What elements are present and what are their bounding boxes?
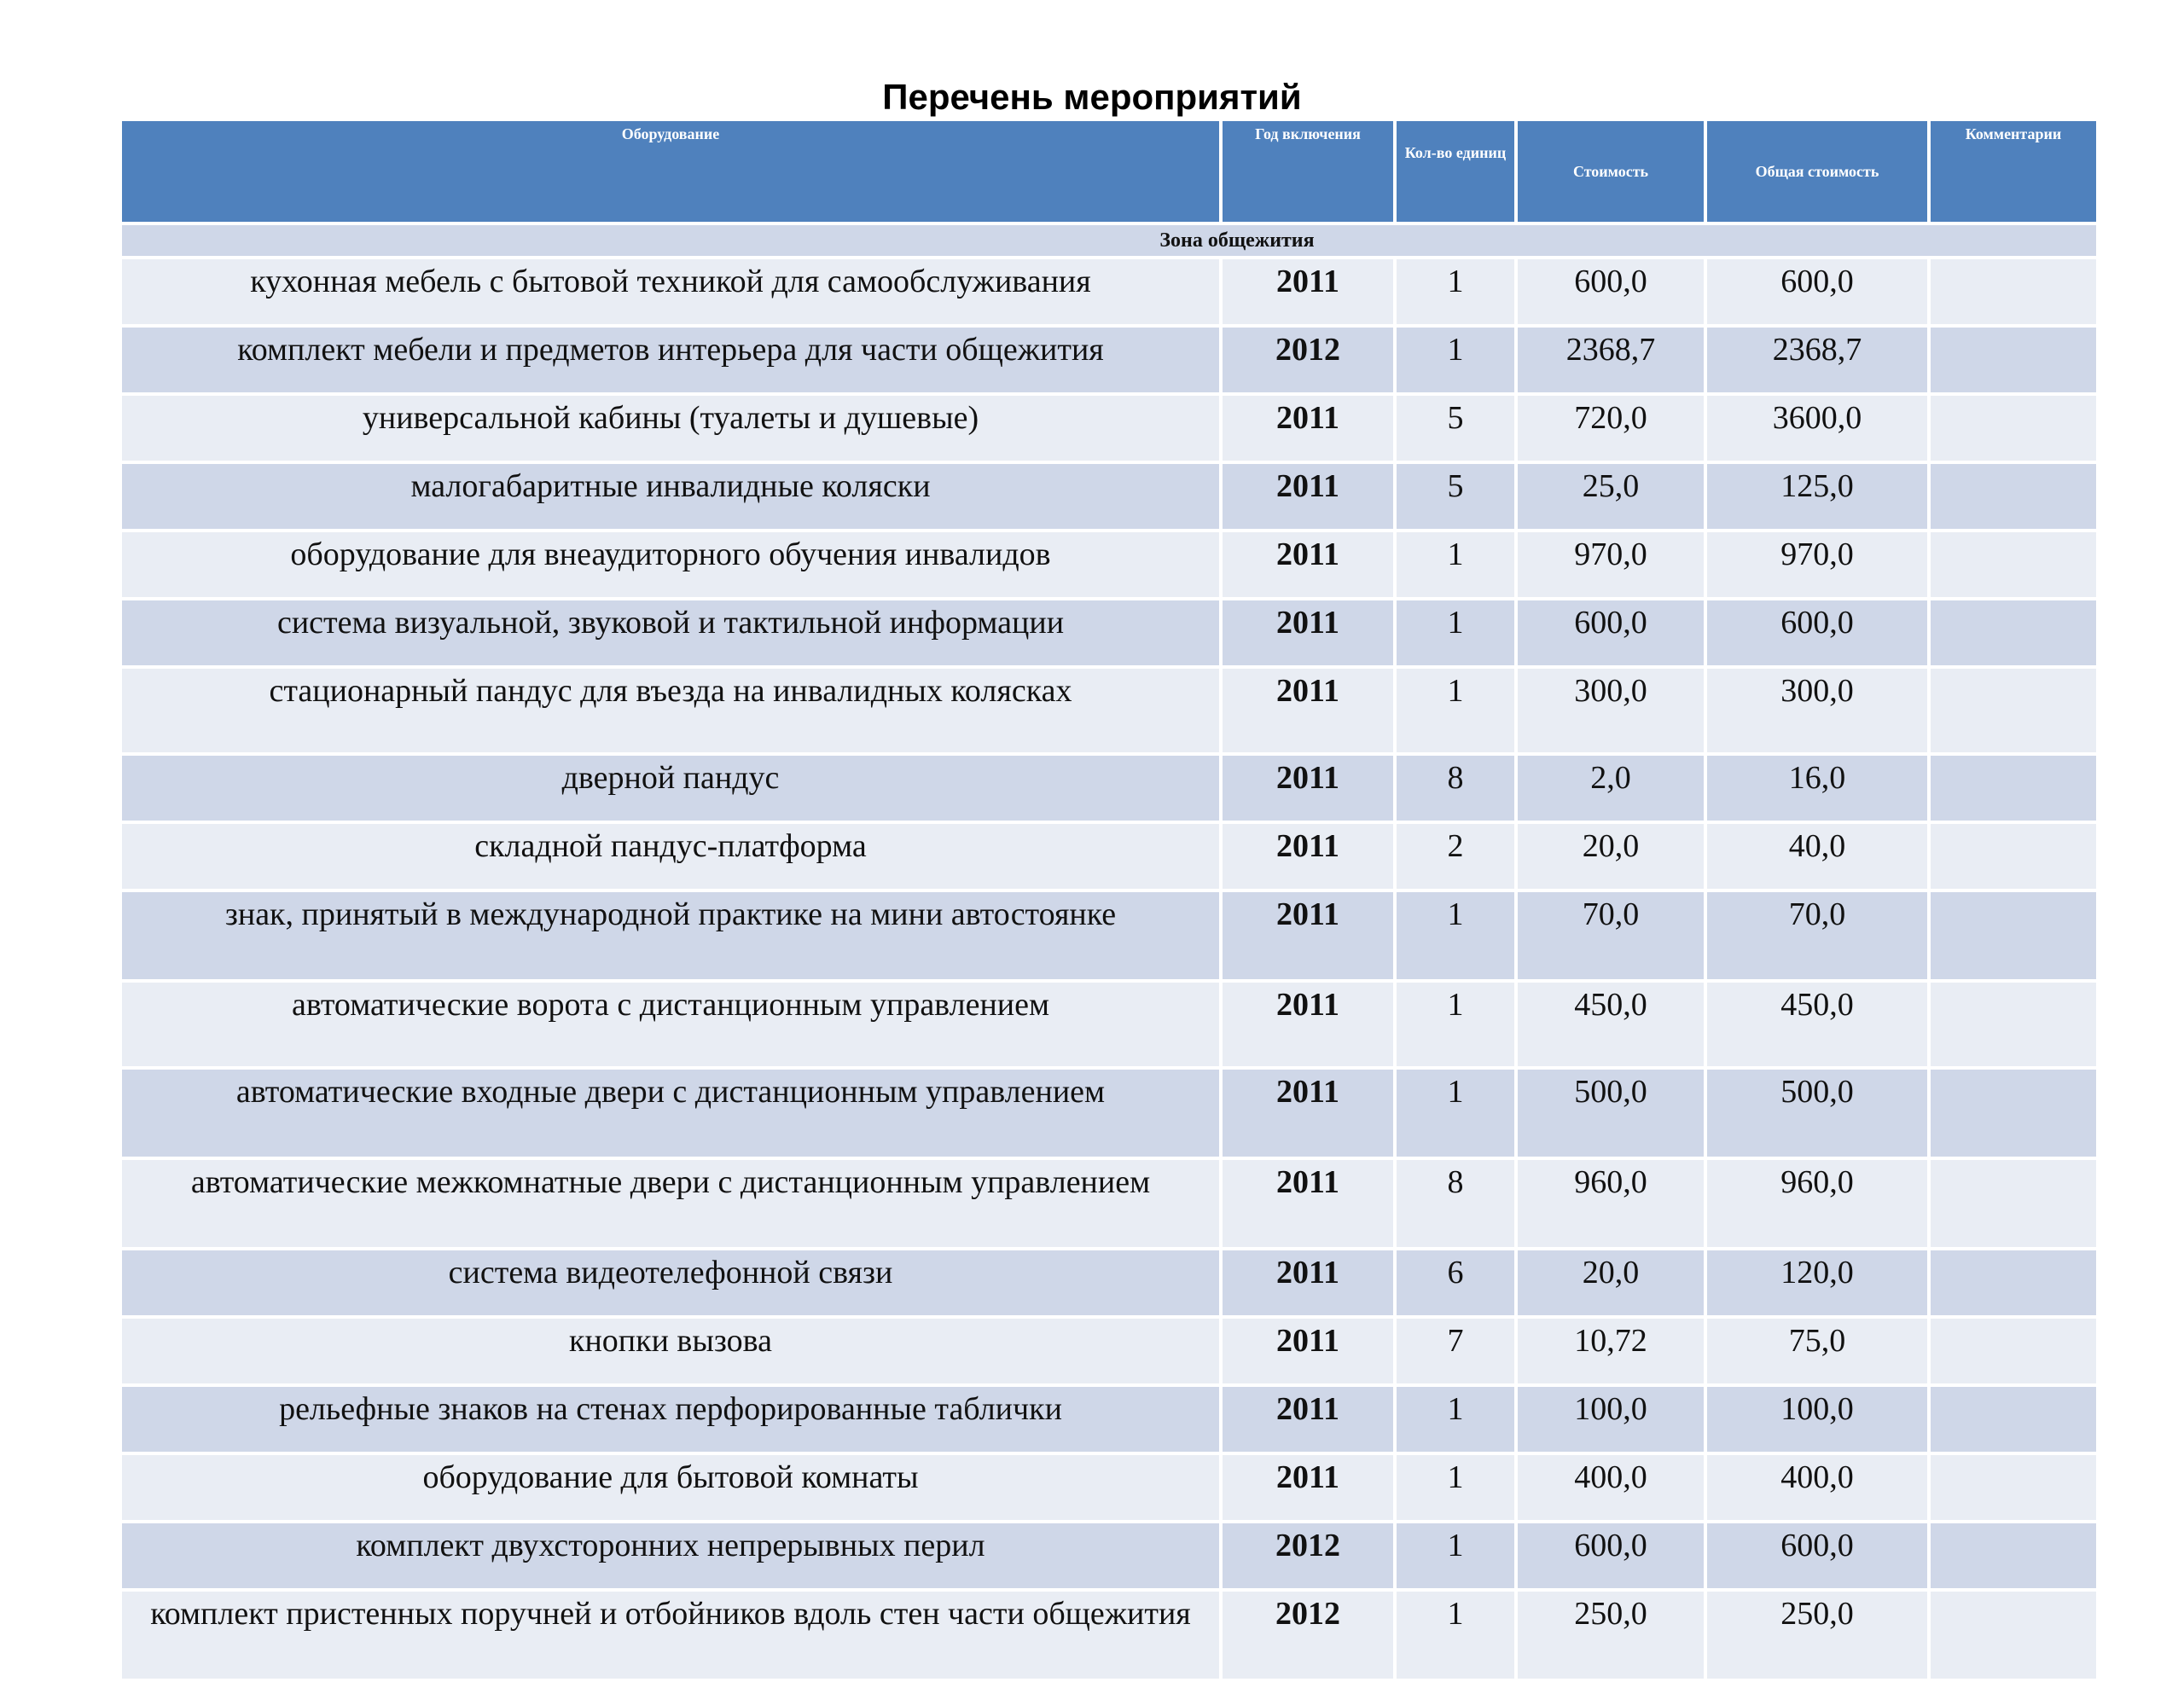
cell-qty: 1 [1397, 1070, 1518, 1160]
section-row [122, 225, 2096, 259]
cell-equipment: комплект пристенных поручней и отбойников вдоль стен части общежития [122, 1592, 1223, 1682]
cell-year: 2011 [1223, 1070, 1397, 1160]
cell-equipment: универсальной кабины (туалеты и душевые) [122, 396, 1223, 464]
cell-cost: 600,0 [1518, 259, 1707, 328]
cell-qty: 1 [1397, 532, 1518, 600]
cell-equipment: автоматические ворота с дистанционным управлением [122, 983, 1223, 1070]
cell-total: 3600,0 [1707, 396, 1931, 464]
cell-qty: 8 [1397, 756, 1518, 824]
cell-equipment: автоматические межкомнатные двери с дистанционным управлением [122, 1160, 1223, 1250]
table-row [122, 532, 2096, 600]
cell-total: 600,0 [1707, 1523, 1931, 1592]
cell-total: 16,0 [1707, 756, 1931, 824]
cell-total: 2368,7 [1707, 328, 1931, 396]
header-total: Общая стоимость [1707, 121, 1931, 225]
header-year: Год включения [1223, 121, 1397, 225]
cell-comment [1931, 983, 2096, 1070]
cell-comment [1931, 669, 2096, 756]
cell-comment [1931, 1387, 2096, 1455]
cell-total: 450,0 [1707, 983, 1931, 1070]
cell-cost: 100,0 [1518, 1387, 1707, 1455]
cell-equipment: система визуальной, звуковой и тактильной информации [122, 600, 1223, 669]
cell-year: 2011 [1223, 1250, 1397, 1319]
cell-comment [1931, 892, 2096, 983]
cell-total: 400,0 [1707, 1455, 1931, 1523]
header-qty: Кол-во единиц [1397, 121, 1518, 225]
cell-cost: 250,0 [1518, 1592, 1707, 1682]
cell-comment [1931, 1250, 2096, 1319]
cell-year: 2011 [1223, 824, 1397, 892]
cell-comment [1931, 328, 2096, 396]
cell-qty: 1 [1397, 892, 1518, 983]
cell-year: 2011 [1223, 669, 1397, 756]
cell-cost: 2,0 [1518, 756, 1707, 824]
cell-equipment: стационарный пандус для въезда на инвалидных колясках [122, 669, 1223, 756]
table-row [122, 892, 2096, 983]
table-row [122, 600, 2096, 669]
table-row [122, 259, 2096, 328]
table-row [122, 396, 2096, 464]
cell-year: 2011 [1223, 396, 1397, 464]
cell-comment [1931, 259, 2096, 328]
cell-year: 2011 [1223, 1319, 1397, 1387]
cell-year: 2012 [1223, 1523, 1397, 1592]
cell-cost: 960,0 [1518, 1160, 1707, 1250]
table-row [122, 1250, 2096, 1319]
table-row [122, 983, 2096, 1070]
cell-qty: 6 [1397, 1250, 1518, 1319]
cell-year: 2011 [1223, 532, 1397, 600]
cell-comment [1931, 1070, 2096, 1160]
cell-comment [1931, 532, 2096, 600]
cell-cost: 970,0 [1518, 532, 1707, 600]
cell-cost: 2368,7 [1518, 328, 1707, 396]
header-cost: Стоимость [1518, 121, 1707, 225]
cell-total: 70,0 [1707, 892, 1931, 983]
cell-comment [1931, 1523, 2096, 1592]
cell-year: 2011 [1223, 1160, 1397, 1250]
cell-total: 250,0 [1707, 1592, 1931, 1682]
table-row [122, 1319, 2096, 1387]
cell-qty: 1 [1397, 669, 1518, 756]
cell-qty: 8 [1397, 1160, 1518, 1250]
cell-equipment: комплект мебели и предметов интерьера для части общежития [122, 328, 1223, 396]
cell-total: 600,0 [1707, 600, 1931, 669]
cell-year: 2011 [1223, 1455, 1397, 1523]
page-title: Перечень мероприятий [882, 77, 1302, 117]
table-row [122, 669, 2096, 756]
cell-qty: 1 [1397, 259, 1518, 328]
cell-qty: 5 [1397, 464, 1518, 532]
cell-qty: 2 [1397, 824, 1518, 892]
cell-comment [1931, 1319, 2096, 1387]
cell-cost: 20,0 [1518, 824, 1707, 892]
cell-total: 120,0 [1707, 1250, 1931, 1319]
cell-cost: 20,0 [1518, 1250, 1707, 1319]
cell-equipment: малогабаритные инвалидные коляски [122, 464, 1223, 532]
table-row [122, 1523, 2096, 1592]
cell-total: 75,0 [1707, 1319, 1931, 1387]
cell-qty: 1 [1397, 328, 1518, 396]
table-row [122, 464, 2096, 532]
cell-cost: 600,0 [1518, 1523, 1707, 1592]
cell-year: 2011 [1223, 600, 1397, 669]
table-row [122, 1387, 2096, 1455]
cell-qty: 1 [1397, 1387, 1518, 1455]
header-comment: Комментарии [1931, 121, 2096, 225]
cell-cost: 300,0 [1518, 669, 1707, 756]
cell-equipment: система видеотелефонной связи [122, 1250, 1223, 1319]
cell-comment [1931, 824, 2096, 892]
table-row [122, 1160, 2096, 1250]
cell-qty: 7 [1397, 1319, 1518, 1387]
cell-cost: 720,0 [1518, 396, 1707, 464]
table-row [122, 824, 2096, 892]
cell-comment [1931, 600, 2096, 669]
section-label: Зона общежития [122, 225, 2096, 259]
cell-total: 40,0 [1707, 824, 1931, 892]
table-row [122, 1455, 2096, 1523]
cell-year: 2011 [1223, 1387, 1397, 1455]
cell-year: 2011 [1223, 983, 1397, 1070]
cell-equipment: кнопки вызова [122, 1319, 1223, 1387]
cell-comment [1931, 1455, 2096, 1523]
header-equipment: Оборудование [122, 121, 1223, 225]
measures-table [122, 121, 2096, 1682]
cell-total: 960,0 [1707, 1160, 1931, 1250]
cell-comment [1931, 396, 2096, 464]
cell-equipment: автоматические входные двери с дистанционным управлением [122, 1070, 1223, 1160]
cell-qty: 5 [1397, 396, 1518, 464]
cell-qty: 1 [1397, 600, 1518, 669]
table-row [122, 328, 2096, 396]
cell-cost: 600,0 [1518, 600, 1707, 669]
cell-year: 2011 [1223, 464, 1397, 532]
cell-cost: 400,0 [1518, 1455, 1707, 1523]
cell-comment [1931, 1160, 2096, 1250]
cell-year: 2012 [1223, 328, 1397, 396]
cell-total: 500,0 [1707, 1070, 1931, 1160]
cell-equipment: складной пандус-платформа [122, 824, 1223, 892]
cell-cost: 25,0 [1518, 464, 1707, 532]
cell-equipment: оборудование для бытовой комнаты [122, 1455, 1223, 1523]
cell-total: 100,0 [1707, 1387, 1931, 1455]
cell-qty: 1 [1397, 1455, 1518, 1523]
cell-equipment: знак, принятый в международной практике на мини автостоянке [122, 892, 1223, 983]
cell-comment [1931, 756, 2096, 824]
table-row [122, 1592, 2096, 1682]
cell-equipment: рельефные знаков на стенах перфорированные таблички [122, 1387, 1223, 1455]
cell-qty: 1 [1397, 1523, 1518, 1592]
cell-total: 970,0 [1707, 532, 1931, 600]
cell-cost: 450,0 [1518, 983, 1707, 1070]
cell-comment [1931, 1592, 2096, 1682]
cell-cost: 70,0 [1518, 892, 1707, 983]
cell-total: 600,0 [1707, 259, 1931, 328]
cell-cost: 500,0 [1518, 1070, 1707, 1160]
cell-cost: 10,72 [1518, 1319, 1707, 1387]
cell-year: 2011 [1223, 892, 1397, 983]
cell-year: 2012 [1223, 1592, 1397, 1682]
cell-equipment: дверной пандус [122, 756, 1223, 824]
table-row [122, 1070, 2096, 1160]
cell-total: 300,0 [1707, 669, 1931, 756]
cell-year: 2011 [1223, 756, 1397, 824]
cell-equipment: комплект двухсторонних непрерывных перил [122, 1523, 1223, 1592]
cell-year: 2011 [1223, 259, 1397, 328]
cell-qty: 1 [1397, 983, 1518, 1070]
cell-equipment: кухонная мебель с бытовой техникой для самообслуживания [122, 259, 1223, 328]
table-header-row [122, 121, 2096, 225]
cell-comment [1931, 464, 2096, 532]
cell-qty: 1 [1397, 1592, 1518, 1682]
cell-equipment: оборудование для внеаудиторного обучения инвалидов [122, 532, 1223, 600]
cell-total: 125,0 [1707, 464, 1931, 532]
table-row [122, 756, 2096, 824]
